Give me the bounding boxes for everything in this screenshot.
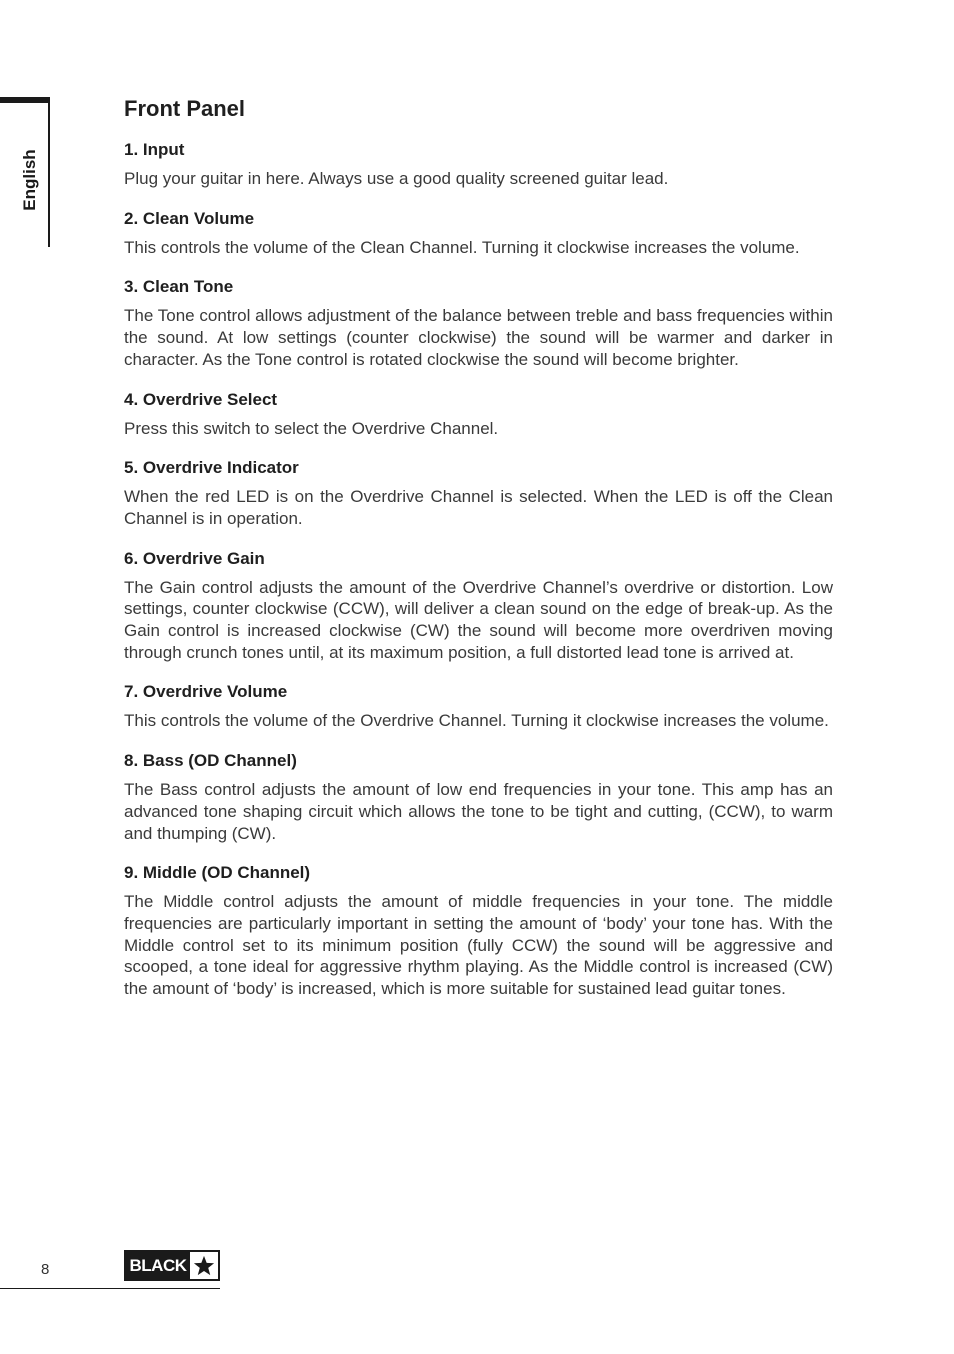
section-body: The Tone control allows adjustment of the balance between treble and bass frequencies within the sound. At low settings (counter clockwise) the sound will be warmer and darker in character. As the Tone control is rotated clockwise the sound will become brighter. (124, 306, 833, 369)
section-title: 6. Overdrive Gain (124, 548, 265, 568)
section-title: 5. Overdrive Indicator (124, 458, 299, 478)
section-body: Press this switch to select the Overdrive Channel. (124, 418, 499, 438)
language-label: English (20, 149, 39, 211)
section-body: When the red LED is on the Overdrive Channel is selected. When the LED is off the Clean Channel is in operation. (124, 487, 833, 528)
section-title: 2. Clean Volume (124, 208, 255, 228)
section-clean-volume (124, 209, 833, 259)
page-title: Front Panel (124, 96, 246, 121)
section-body: The Bass control adjusts the amount of low end frequencies in your tone. This amp has an advanced tone shaping circuit which allows the tone to be tight and cutting, (CCW), to warm and thumping (CW). (124, 780, 833, 843)
section-body: This controls the volume of the Clean Channel. Turning it clockwise increases the volume. (124, 237, 800, 257)
page-content (124, 96, 833, 1019)
section-title: 4. Overdrive Select (124, 389, 278, 409)
section-bass (124, 751, 833, 844)
section-title: 7. Overdrive Volume (124, 682, 288, 702)
page-number: 8 (41, 1261, 50, 1278)
section-body: The Gain control adjusts the amount of the Overdrive Channel’s overdrive or distortion. Low settings, counter clockwise (CCW), will deliver a clean sound on the edge of break-up. As the Gain control is increased clockwise (CW) the sound will become more overdriven moving through crunch tones until, at its maximum position, a full distorted lead tone is arrived at. (124, 577, 833, 662)
star-icon (190, 1252, 218, 1279)
section-overdrive-gain (124, 549, 833, 664)
footer-rule (0, 1288, 220, 1289)
section-body: The Middle control adjusts the amount of middle frequencies in your tone. The middle frequencies are particularly important in setting the amount of ‘body’ your tone has. With the Middle control set to its minimum position (fully CCW) the sound will be aggressive and scooped, a tone ideal for aggressive rhythm playing. As the Middle control is increased (CW) the amount of ‘body’ is increased, which is more suitable for sustained lead guitar tones. (124, 892, 833, 999)
section-clean-tone (124, 277, 833, 370)
section-overdrive-volume (124, 682, 833, 732)
logo-text: BLACK (126, 1252, 190, 1279)
section-overdrive-indicator (124, 458, 833, 529)
brand-logo (124, 1250, 220, 1281)
section-body: Plug your guitar in here. Always use a good quality screened guitar lead. (124, 169, 669, 188)
section-input (124, 140, 833, 190)
section-title: 1. Input (124, 140, 185, 159)
section-title: 3. Clean Tone (124, 277, 234, 297)
section-title: 8. Bass (OD Channel) (124, 751, 297, 771)
section-overdrive-select (124, 390, 833, 440)
section-title: 9. Middle (OD Channel) (124, 863, 311, 883)
section-body: This controls the volume of the Overdrive Channel. Turning it clockwise increases the volume. (124, 711, 829, 731)
section-middle (124, 863, 833, 1000)
